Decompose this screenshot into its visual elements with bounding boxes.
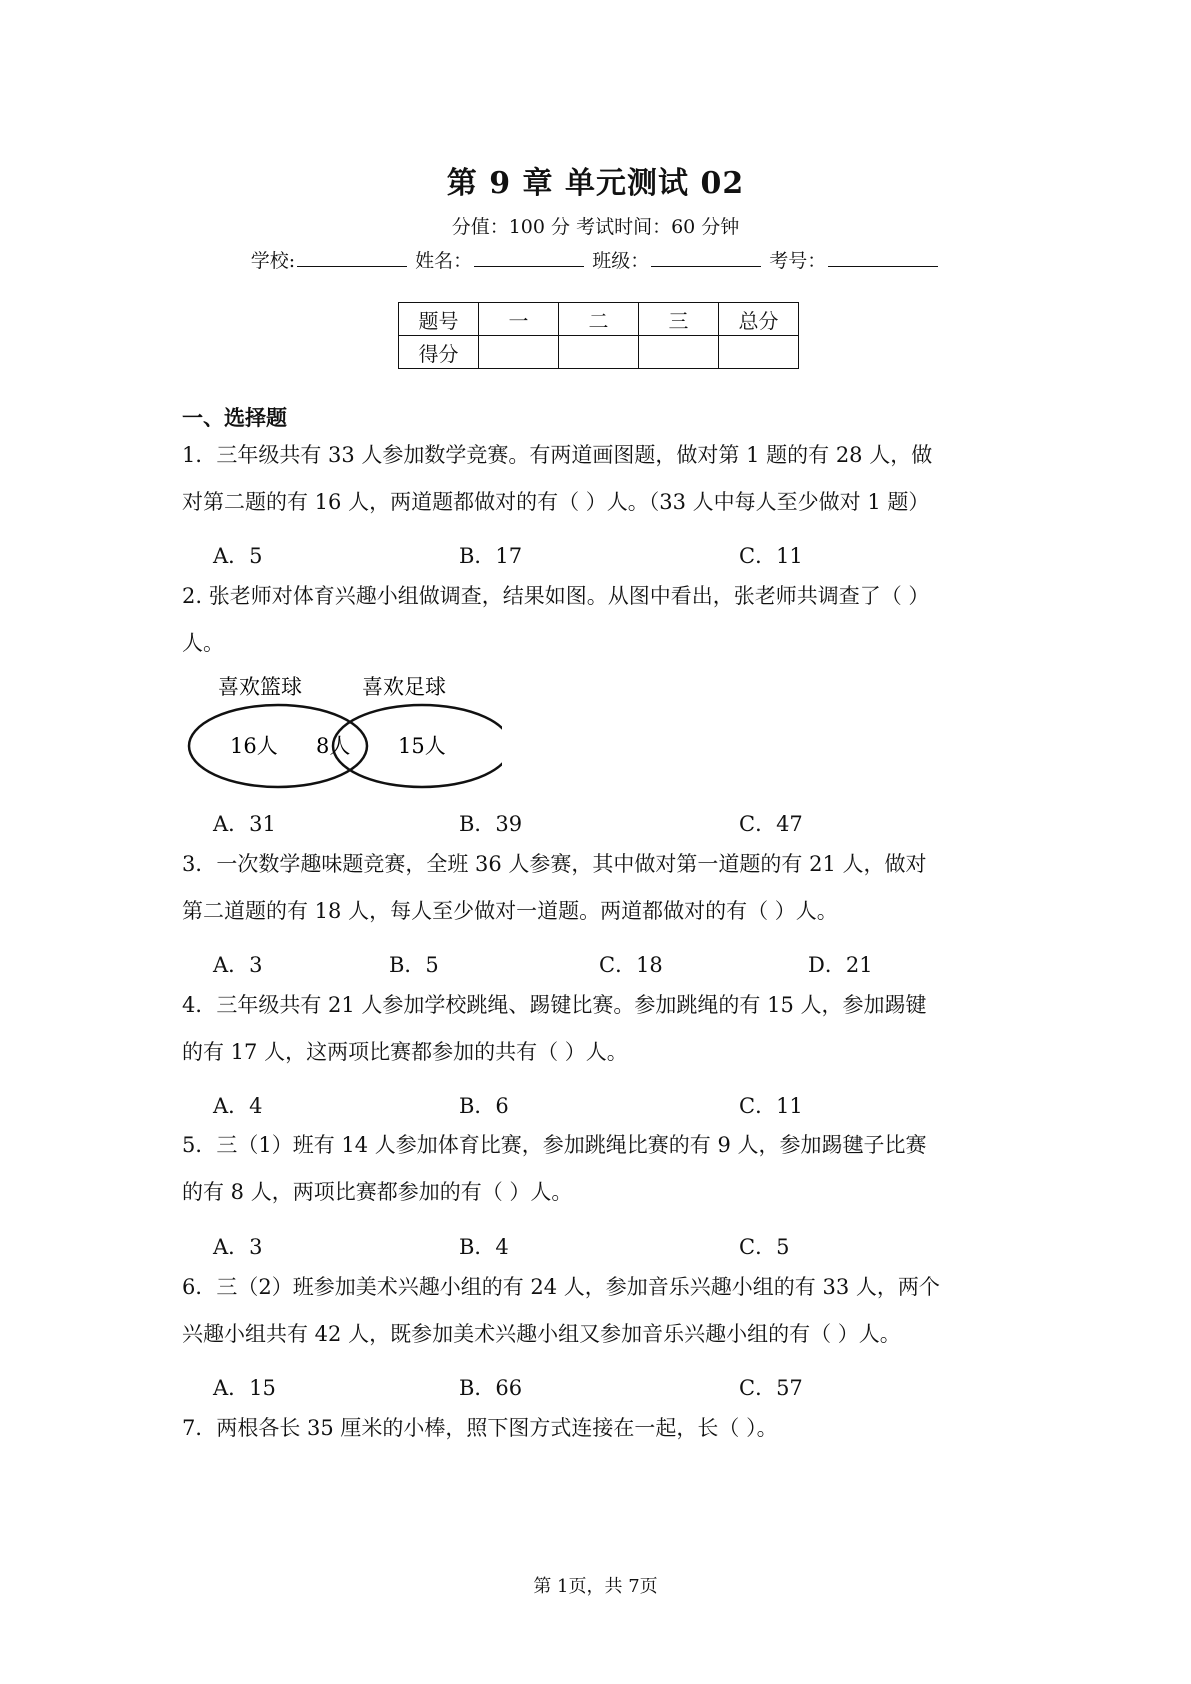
question-5-line-2: 的有 8 人，两项比赛都参加的有（ ）人。 <box>182 1180 573 1204</box>
number-field[interactable] <box>828 248 938 267</box>
question-7-line-1: 7．两根各长 35 厘米的小棒，照下图方式连接在一起，长（ ）。 <box>182 1416 778 1440</box>
score-cell: 得分 <box>399 336 479 369</box>
question-5-option-a[interactable]: A．3 <box>213 1235 263 1259</box>
question-1-option-b[interactable]: B．17 <box>459 544 523 568</box>
score-table-score-row <box>399 336 799 369</box>
question-4-option-c[interactable]: C．11 <box>739 1094 803 1118</box>
venn-both-value: 8人 <box>316 734 351 758</box>
score-table <box>398 302 799 369</box>
question-2-option-a[interactable]: A．31 <box>213 812 276 836</box>
score-cell: 二 <box>559 303 639 336</box>
venn-left-label: 喜欢篮球 <box>218 675 302 699</box>
question-1-line-1: 1．三年级共有 33 人参加数学竞赛。有两道画图题，做对第 1 题的有 28 人，做 <box>182 443 933 467</box>
score-input-cell[interactable] <box>719 336 799 369</box>
class-label: 班级： <box>592 250 650 272</box>
school-label: 学校: <box>250 250 296 272</box>
question-2-line-2: 人。 <box>182 631 224 655</box>
page-footer: 第 1页，共 7页 <box>533 1576 658 1597</box>
question-2-line-1: 2. 张老师对体育兴趣小组做调查，结果如图。从图中看出，张老师共调查了（ ） <box>182 584 930 608</box>
question-6-option-c[interactable]: C．57 <box>739 1376 803 1400</box>
question-2-option-b[interactable]: B．39 <box>459 812 523 836</box>
question-6-option-b[interactable]: B．66 <box>459 1376 523 1400</box>
question-3-option-c[interactable]: C．18 <box>599 953 663 977</box>
question-3-line-1: 3．一次数学趣味题竞赛，全班 36 人参赛，其中做对第一道题的有 21 人，做对 <box>182 852 927 876</box>
student-info-fields <box>0 246 1191 273</box>
question-5-option-b[interactable]: B．4 <box>459 1235 509 1259</box>
question-6-line-2: 兴趣小组共有 42 人，既参加美术兴趣小组又参加音乐兴趣小组的有（ ）人。 <box>182 1322 901 1346</box>
score-cell: 三 <box>639 303 719 336</box>
name-field[interactable] <box>474 248 584 267</box>
question-6-option-a[interactable]: A．15 <box>213 1376 276 1400</box>
question-4-option-b[interactable]: B．6 <box>459 1094 509 1118</box>
venn-diagram <box>182 670 502 790</box>
question-6-line-1: 6．三（2）班参加美术兴趣小组的有 24 人，参加音乐兴趣小组的有 33 人，两个 <box>182 1275 940 1299</box>
school-field[interactable] <box>297 248 407 267</box>
question-3-option-b[interactable]: B．5 <box>389 953 439 977</box>
score-input-cell[interactable] <box>639 336 719 369</box>
score-input-cell[interactable] <box>559 336 639 369</box>
class-field[interactable] <box>651 248 761 267</box>
question-1-line-2: 对第二题的有 16 人，两道题都做对的有（ ）人。（33 人中每人至少做对 1 题） <box>182 490 930 514</box>
page-title: 第 9 章 单元测试 02 <box>446 166 745 201</box>
question-5-line-1: 5．三（1）班有 14 人参加体育比赛，参加跳绳比赛的有 9 人，参加踢毽子比赛 <box>182 1133 927 1157</box>
exam-meta: 分值：100 分 考试时间：60 分钟 <box>451 216 740 238</box>
question-4-line-2: 的有 17 人，这两项比赛都参加的共有（ ）人。 <box>182 1040 628 1064</box>
question-1-option-a[interactable]: A．5 <box>213 544 263 568</box>
score-cell: 一 <box>479 303 559 336</box>
question-5-option-c[interactable]: C．5 <box>739 1235 790 1259</box>
question-3-line-2: 第二道题的有 18 人，每人至少做对一道题。两道都做对的有（ ）人。 <box>182 899 838 923</box>
question-4-option-a[interactable]: A．4 <box>213 1094 263 1118</box>
question-4-line-1: 4．三年级共有 21 人参加学校跳绳、踢键比赛。参加跳绳的有 15 人，参加踢键 <box>182 993 927 1017</box>
venn-right-label: 喜欢足球 <box>362 675 446 699</box>
question-3-option-d[interactable]: D．21 <box>808 953 873 977</box>
name-label: 姓名： <box>415 250 473 272</box>
question-1-option-c[interactable]: C．11 <box>739 544 803 568</box>
number-label: 考号： <box>769 250 827 272</box>
venn-right-value: 15人 <box>398 734 446 758</box>
question-3-option-a[interactable]: A．3 <box>213 953 263 977</box>
score-table-header-row <box>399 303 799 336</box>
venn-left-value: 16人 <box>230 734 278 758</box>
score-input-cell[interactable] <box>479 336 559 369</box>
score-cell: 题号 <box>399 303 479 336</box>
question-2-option-c[interactable]: C．47 <box>739 812 803 836</box>
section-title: 一、选择题 <box>182 405 287 430</box>
score-cell: 总分 <box>719 303 799 336</box>
